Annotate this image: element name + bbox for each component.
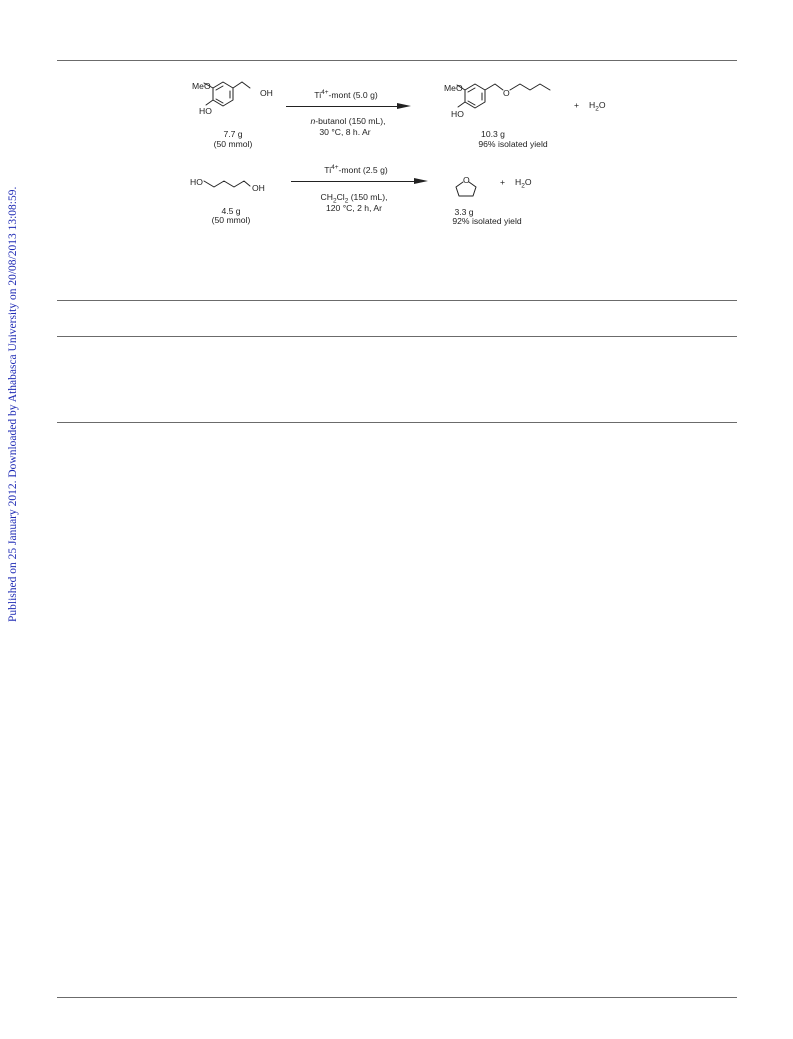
oh-label-r2: OH <box>252 183 265 193</box>
table-rule-2 <box>57 336 737 337</box>
ho-label-p1: HO <box>451 109 464 119</box>
ho-label-r1: HO <box>199 106 212 116</box>
top-rule <box>57 60 737 61</box>
ether-o-label: O <box>503 88 510 98</box>
reactant-1-mass: 7.7 g <box>223 129 243 139</box>
table-rule-3 <box>57 422 737 423</box>
reactant-2-mass: 4.5 g <box>221 206 241 216</box>
plus-sign-2: + <box>500 177 506 187</box>
reaction-arrow-2-head <box>414 178 428 184</box>
butanediol-structure <box>200 178 260 192</box>
product-1-mass: 10.3 g <box>481 129 505 139</box>
conditions-2: 120 °C, 2 h, Ar <box>326 203 382 213</box>
reaction-arrow-1-head <box>397 103 411 109</box>
reaction-arrow-1 <box>286 106 398 107</box>
meo-label-r1: MeO <box>192 81 211 91</box>
publication-note: Published on 25 January 2012. Downloaded by Athabasca University on 20/08/2013 13:08:59. <box>7 186 19 622</box>
plus-sign-1: + <box>574 100 580 110</box>
conditions-1: 30 °C, 8 h. Ar <box>319 127 371 137</box>
oh-label-r1: OH <box>260 88 273 98</box>
water-2: $H_2O$ <box>515 177 532 190</box>
product-2-mass: 3.3 g <box>454 207 474 217</box>
reactant-1-amount: (50 mmol) <box>213 139 253 149</box>
solvent-2: $CH_2Cl_2$ (150 mL), <box>320 192 388 205</box>
catalyst-1: $Ti^{4+}$-mont (5.0 g) <box>314 89 378 100</box>
product-2-yield: 92% isolated yield <box>452 216 522 226</box>
bottom-rule <box>57 997 737 998</box>
water-1: $H_2O$ <box>589 100 606 113</box>
solvent-1: n-butanol (150 mL), <box>310 116 386 126</box>
meo-label-p1: MeO <box>444 83 463 93</box>
reactant-2-amount: (50 mmol) <box>211 215 251 225</box>
table-rule-1 <box>57 300 737 301</box>
vanillyl-butyl-ether-structure <box>447 84 580 124</box>
ho-label-r2: HO <box>190 177 203 187</box>
product-1-yield: 96% isolated yield <box>478 139 548 149</box>
catalyst-2: $Ti^{4+}$-mont (2.5 g) <box>324 164 388 175</box>
thf-o-label: O <box>463 175 470 185</box>
reaction-arrow-2 <box>291 181 415 182</box>
